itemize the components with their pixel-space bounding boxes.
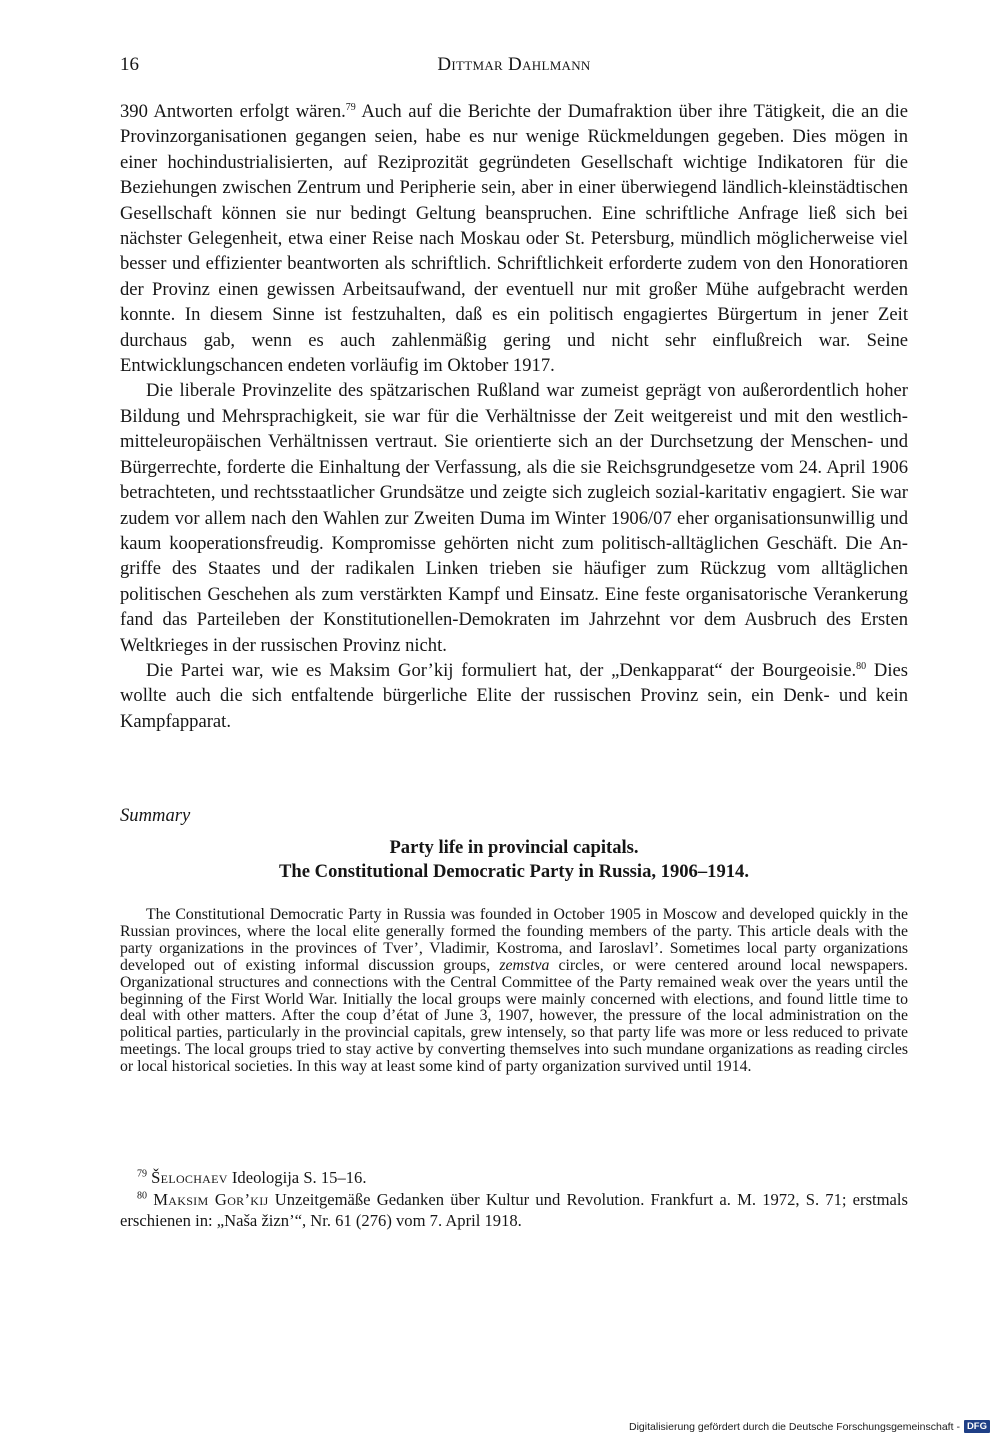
- paragraph-1-text-b: Auch auf die Berichte der Dumafraktion über ihre Tätigkeit, die an die Provinzorganisationen gegangen seien, habe es nur wenige Rückmeldungen gegeben. Dies mögen in einer hochindustrialisierten, auf Reziprozität gegründeten Gesellschaft wichtige Indikatoren für die Beziehungen zwischen Zentrum und Peripherie sein, aber in einer überwiegend ländlich-kleinstädtischen Gesellschaft können sie nur bedingt Geltung beanspruchen. Eine schriftliche Anfrage ließ sich bei nächster Gelegenheit, etwa einer Reise nach Moskau oder St. Petersburg, mündlich möglicherweise viel besser und effizienter beantworten als schriftlich. Schriftlichkeit erforderte zudem von den Honoratioren der Provinz einen gewissen Arbeitsaufwand, der eventuell nur mit großer Mühe aufgebracht werden konnte. In diesem Sinne ist festzuhalten, daß es ein politisch engagiertes Bürgertum in jener Zeit durchaus gab, wenn es auch zahlenmäßig gering und nicht sehr einflußreich war. Seine Entwicklungschancen endeten vorläufig im Oktober 1917.: [120, 101, 908, 377]
- footnotes: [120, 1167, 908, 1232]
- main-text: [120, 99, 908, 734]
- paragraph-2: Die liberale Provinzelite des spätzarischen Rußland war zumeist geprägt von außerordentlich hoher Bildung und Mehrsprachigkeit, sie war für die Verhältnisse der Zeit weitgereist und mit den westlich-mitteleuropäischen Verhältnissen vertraut. Sie orientierte sich an der Durchsetzung der Menschen- und Bürgerrechte, forderte die Einhaltung der Verfassung, als die sie Reichsgrundgesetze vom 24. April 1906 betrachteten, und rechtsstaatlicher Grundsätze und zeigte sich zugleich sozial-karitativ engagiert. Sie war zudem vor allem nach den Wahlen zur Zweiten Duma im Winter 1906/07 eher organisationsunwillig und kaum kooperationsfreudig. Kompromisse gehörten nicht zum politisch-alltäglichen Geschäft. Die Angriffe des Staates und der radikalen Linken trieben sie häufiger zum Rückzug vom alltäglichen politischen Geschehen als zum verstärkten Kampf und Einsatz. Eine feste organisatorische Verankerung fand das Parteileben der Konstitutionellen-Demokraten im Jahrzehnt vor dem Ausbruch des Ersten Weltkrieges in der russischen Provinz nicht.: [120, 380, 908, 656]
- paragraph-1-text-a: 390 Antworten erfolgt wären.: [120, 101, 346, 122]
- footnote-79: [120, 1167, 908, 1189]
- summary-abstract: [120, 907, 908, 1076]
- page-number: 16: [120, 54, 139, 75]
- paragraph-1: [120, 99, 908, 378]
- page-header: [120, 54, 908, 84]
- footnote-ref-79: 79: [345, 101, 356, 113]
- abstract-text-a: The Constitutional Democratic Party in Russia was founded in October 1905 in Moscow and developed quickly in the Russian provinces, where the local elite generally formed the founding members of the party. This article deals with the party organizations in the provinces of Tver’, Vladimir, Kostroma, and Iaroslavl’. Sometimes local party organizations developed out of existing informal discussion groups,: [120, 906, 908, 974]
- footnote-80: [120, 1189, 908, 1232]
- paragraph-3-text-b: Dies wollte auch die sich entfaltende bürgerliche Elite der russischen Provinz sein, ein Denk- und kein Kampfapparat.: [120, 659, 909, 732]
- summary-label: Summary: [120, 805, 191, 826]
- footnote-number: 79: [137, 1168, 147, 1180]
- dfg-logo: DFG: [964, 1420, 990, 1433]
- paragraph-3: [120, 658, 908, 734]
- abstract-text-b: circles, or were centered around local newspapers. Organizational structures and connections with the Central Committee of the Party remained weak over the years until the beginning of the First World War. Initially the local groups were mainly concerned with elections, and found little time to deal with other matters. After the coup d’état of June 3, 1907, however, the pressure of the local administration on the political parties, particularly in the provincial capitals, grew intensely, so that party life was more or less reduced to private meetings. The local groups tried to stay active by converting themselves into such mundane organizations as reading circles or local historical societies. In this way at least some kind of party organization survived until 1914.: [120, 956, 908, 1076]
- summary-title: [120, 836, 908, 884]
- footnote-ref-80: 80: [856, 660, 867, 672]
- summary-title-line-2: The Constitutional Democratic Party in Russia, 1906–1914.: [279, 861, 749, 882]
- running-head: Dittmar Dahlmann: [437, 54, 591, 75]
- credit-text: Digitalisierung gefördert durch die Deutsche Forschungsgemeinschaft -: [629, 1420, 960, 1433]
- abstract-italic-term: zemstva: [499, 956, 550, 974]
- digitization-credit: [629, 1420, 990, 1433]
- paragraph-3-text-a: Die Partei war, wie es Maksim Gor’kij formuliert hat, der „Denkapparat“ der Bourgeoisie.: [146, 659, 857, 681]
- footnote-author: Šelochaev: [151, 1168, 228, 1187]
- footnote-text: Ideologija S. 15–16.: [227, 1168, 367, 1187]
- footnote-author: Maksim Gor’kij: [153, 1189, 269, 1209]
- footnote-text: Unzeitgemäße Gedanken über Kultur und Revolution. Frankfurt a. M. 1972, S. 71; erstmals erschienen in: „Naša žizn’“, Nr. 61 (276) vom 7. April 1918.: [120, 1189, 908, 1230]
- summary-title-line-1: Party life in provincial capitals.: [389, 837, 639, 858]
- footnote-number: 80: [137, 1189, 147, 1201]
- abstract-paragraph: [120, 907, 908, 1076]
